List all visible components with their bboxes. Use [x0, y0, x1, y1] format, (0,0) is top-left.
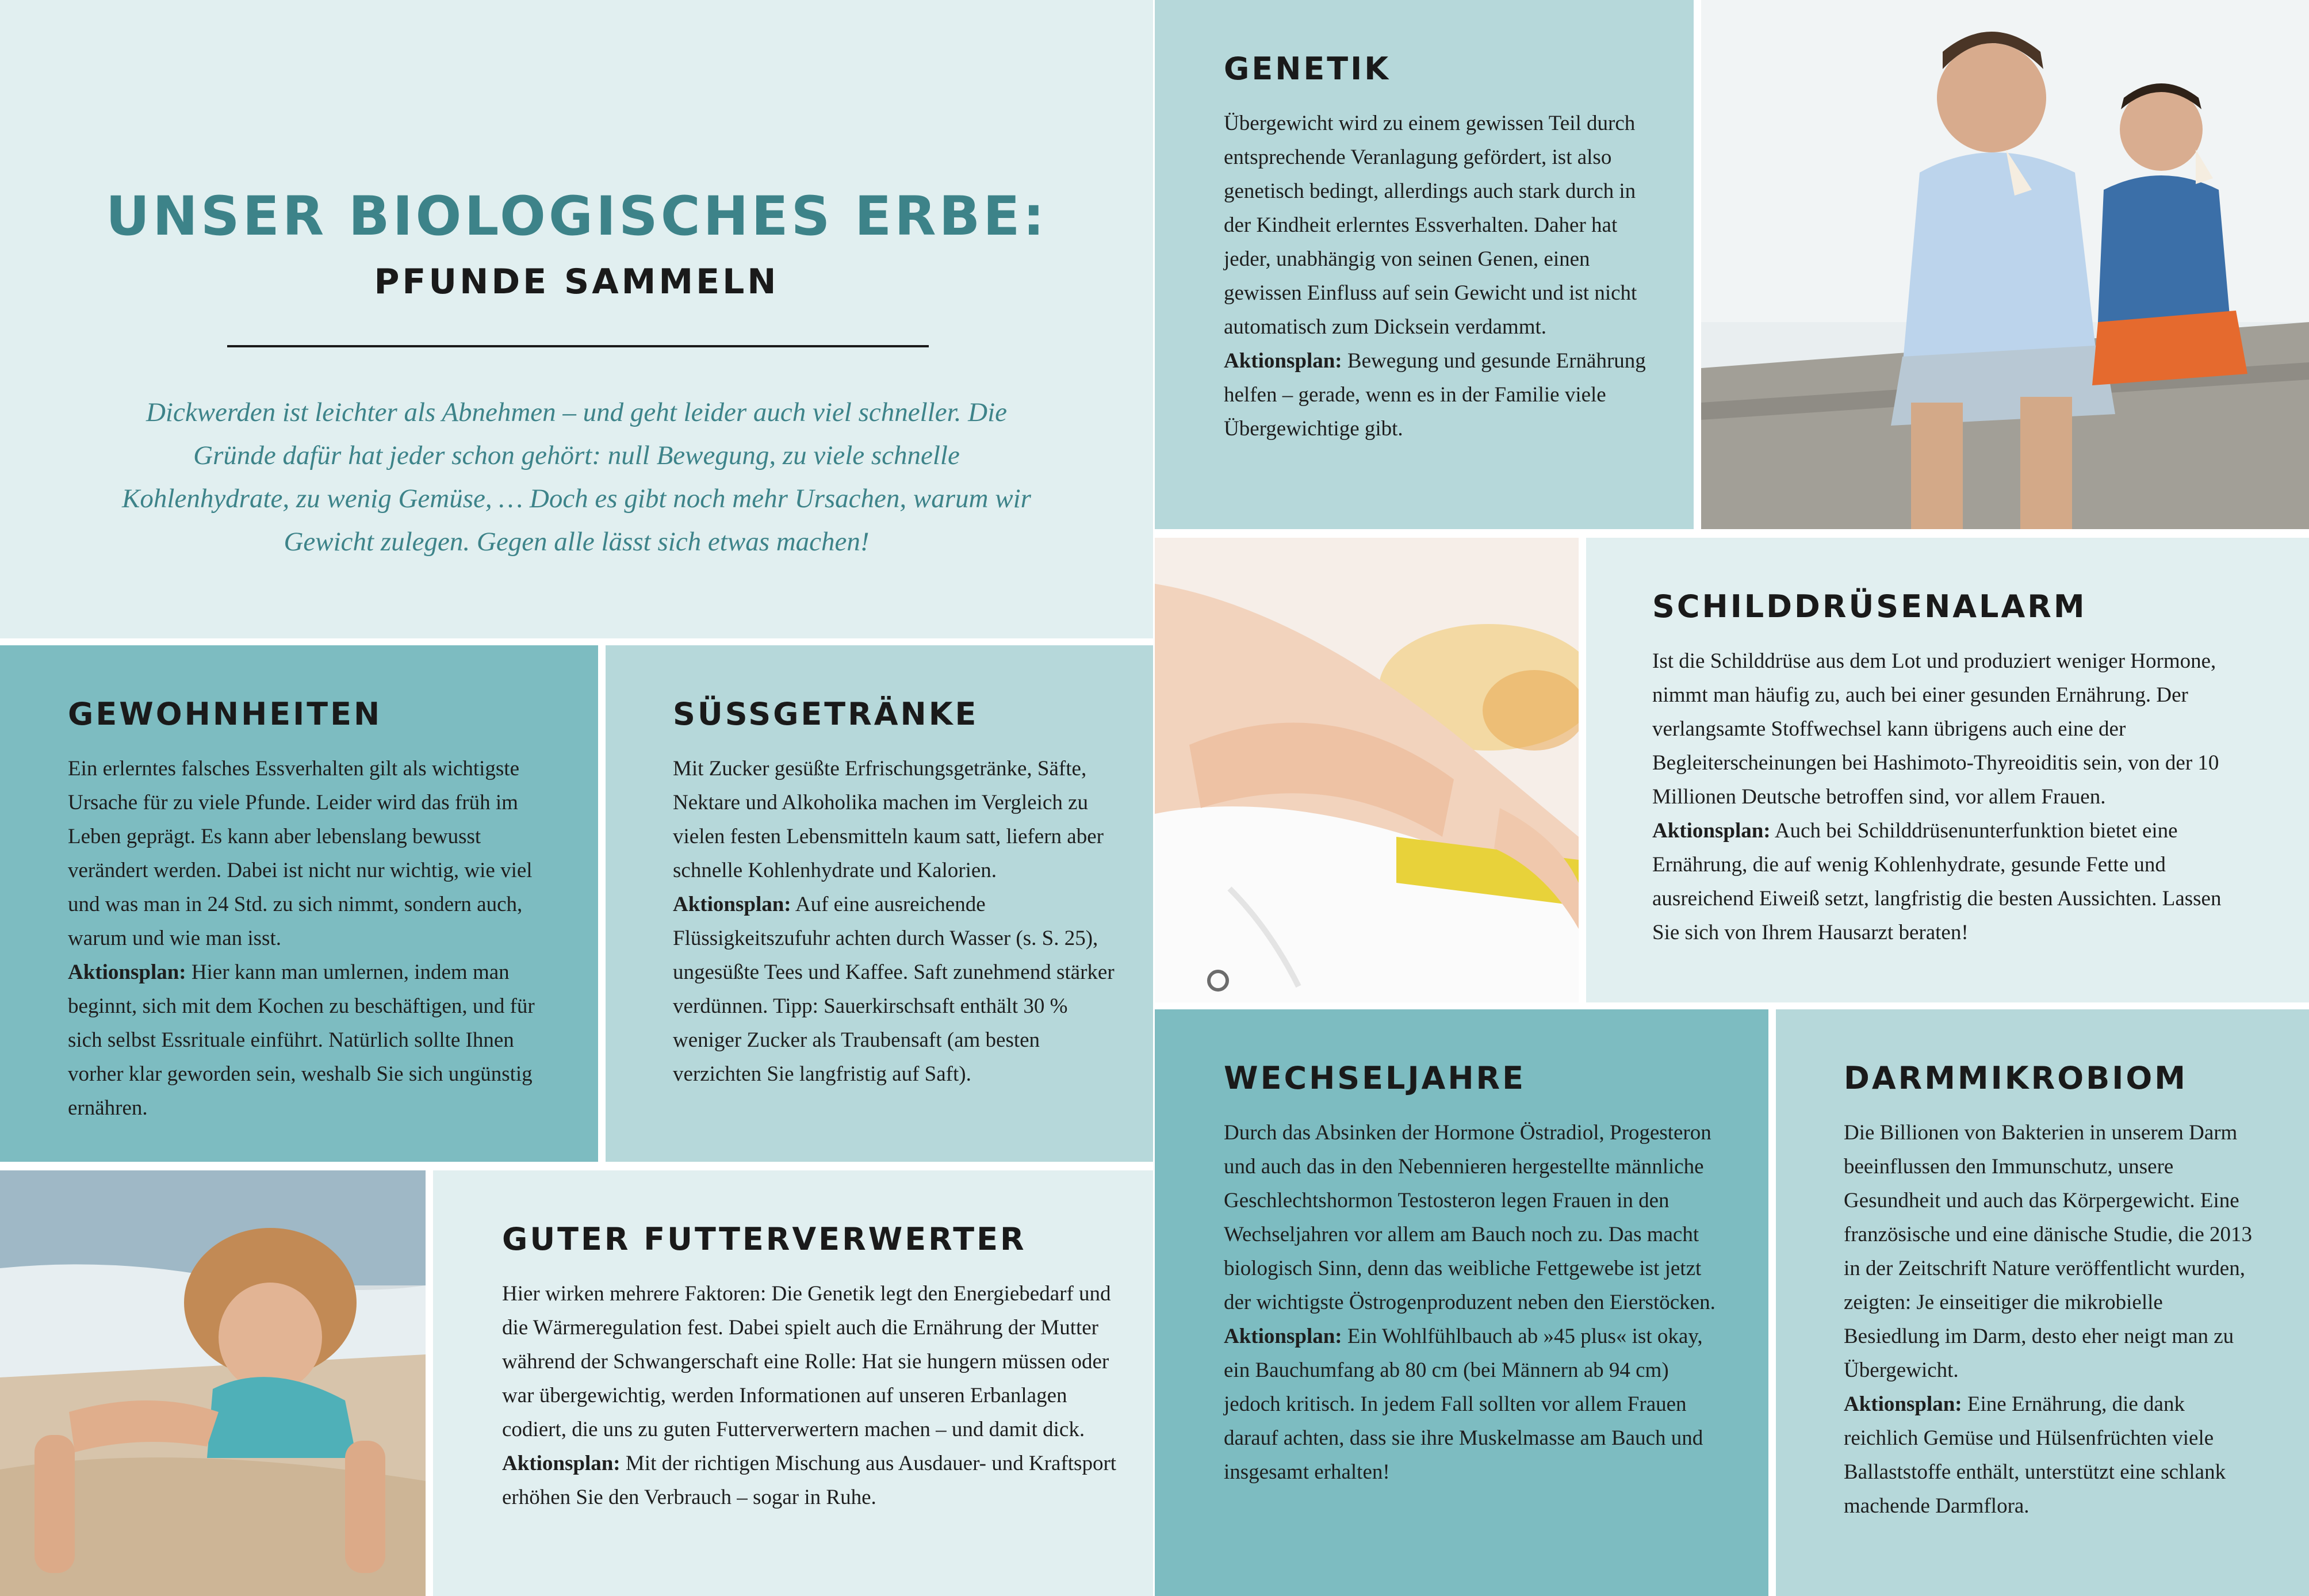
section-text: Hier wirken mehrere Faktoren: Die Genetik legt den Energiebedarf und die Wärmeregulation fest. Dabei spielt auch die Ernährung der Mutter während der Schwangerschaft eine Rolle: Hat sie hungern müssen oder war übergewichtig, werden Informationen auf unseren Erbanlagen codiert, die uns zu guten Futterverwertern machen – und damit dick. Aktionsplan: Mit der richtigen Mischung aus Ausdauer- und Kraftsport erhöhen Sie den Verbrauch – sogar in Ruhe.	[502, 1282, 1117, 1509]
action-plan-label: Aktionsplan:	[1652, 819, 1771, 843]
action-plan-label: Aktionsplan:	[1224, 1325, 1342, 1348]
section-futterverwerter	[433, 1170, 1153, 1596]
section-heading: SCHILDDRÜSENALARM	[1652, 588, 2087, 625]
action-plan-label: Aktionsplan:	[1224, 349, 1342, 373]
page-title: UNSER BIOLOGISCHES ERBE:	[105, 185, 1048, 248]
action-plan-label: Aktionsplan:	[68, 960, 186, 984]
header-panel	[0, 0, 1153, 638]
section-text: Die Billionen von Bakterien in unserem Darm beeinflussen den Immunschutz, unsere Gesundheit und auch das Körpergewicht. Eine französische und eine dänische Studie, die 2013 in der Zeitschrift Nature veröffentlicht wurden, zeigten: Je einseitiger die mikrobielle Besiedlung im Darm, desto eher neigt man zu Übergewicht. Aktionsplan: Eine Ernährung, die dank reichlich Gemüse und Hülsenfrüchten viele Ballaststoffe enthält, unterstützt eine schlank machende Darmflora.	[1844, 1121, 2252, 1518]
section-text: Ist die Schilddrüse aus dem Lot und produziert weniger Hormone, nimmt man häufig zu, auch bei einer gesunden Ernährung. Der verlangsamte Stoffwechsel kann übrigens auch eine der Begleiterscheinungen bei Hashimoto-Thyreoiditis sein, von der 10 Millionen Deutsche betroffen sind, vor allem Frauen. Aktionsplan: Auch bei Schilddrüsenunterfunktion bietet eine Ernährung, die auf wenig Kohlenhydrate, gesunde Fette und ausreichend Eiweiß setzt, langfristig die besten Aussichten. Lassen Sie sich von Ihrem Hausarzt beraten!	[1652, 649, 2222, 944]
photo-measuring-tape	[1155, 538, 1579, 1002]
section-heading: GEWOHNHEITEN	[68, 696, 382, 732]
action-plan-label: Aktionsplan:	[673, 893, 791, 916]
section-suessgetraenke	[606, 645, 1153, 1162]
action-plan-label: Aktionsplan:	[502, 1452, 621, 1475]
section-heading: WECHSELJAHRE	[1224, 1060, 1526, 1096]
section-genetik	[1155, 0, 1694, 529]
beach-pushup-image	[0, 1170, 426, 1596]
measuring-tape-image	[1155, 538, 1579, 1002]
title-divider	[227, 345, 929, 347]
section-gewohnheiten	[0, 645, 598, 1162]
section-heading: SÜSSGETRÄNKE	[673, 696, 979, 732]
section-heading: GENETIK	[1224, 51, 1391, 87]
section-text: Übergewicht wird zu einem gewissen Teil durch entsprechende Veranlagung gefördert, ist also genetisch bedingt, allerdings auch stark durch in der Kindheit erlerntes Essverhalten. Daher hat jeder, unabhängig von seinen Genen, einen gewissen Einfluss auf sein Gewicht und ist nicht automatisch zum Dicksein verdammt. Aktionsplan: Bewegung und gesunde Ernährung helfen – gerade, wenn es in der Familie viele Übergewichtige gibt.	[1224, 112, 1646, 441]
section-heading: GUTER FUTTERVERWERTER	[502, 1221, 1027, 1257]
section-wechseljahre	[1155, 1009, 1768, 1596]
section-text: Durch das Absinken der Hormone Östradiol, Progesteron und auch das in den Nebennieren hergestellte männliche Geschlechtshormon Testosteron legen Frauen in den Wechseljahren vor allem am Bauch noch zu. Das macht biologisch Sinn, denn das weibliche Fettgewebe ist jetzt der wichtigste Östrogenproduzent neben den Eierstöcken. Aktionsplan: Ein Wohlfühlbauch ab »45 plus« ist okay, ein Bauchumfang ab 80 cm (bei Männern ab 94 cm) jedoch kritisch. In jedem Fall sollten vor allem Frauen darauf achten, dass sie ihre Muskelmasse am Bauch und insgesamt erhalten!	[1224, 1121, 1716, 1484]
section-heading: DARMMIKROBIOM	[1844, 1060, 2188, 1096]
intro-text: Dickwerden ist leichter als Abnehmen – und geht leider auch viel schneller. Die Gründe dafür hat jeder schon gehört: null Bewegung, zu viele schnelle Kohlenhydrate, zu wenig Gemüse, … Doch es gibt noch mehr Ursachen, warum wir Gewicht zulegen. Gegen alle lässt sich etwas machen!	[122, 397, 1031, 557]
section-text: Mit Zucker gesüßte Erfrischungsgetränke, Säfte, Nektare und Alkoholika machen im Vergleich zu vielen festen Lebensmitteln kaum satt, liefern aber schnelle Kohlenhydrate und Kalorien. Aktionsplan: Auf eine ausreichende Flüssigkeitszufuhr achten durch Wasser (s. S. 25), ungesüßte Tees und Kaffee. Saft zunehmend stärker verdünnen. Tipp: Sauerkirschsaft enthält 30 % weniger Zucker als Traubensaft (am besten verzichten Sie langfristig auf Saft).	[673, 757, 1115, 1086]
section-schilddruese	[1586, 538, 2309, 1002]
action-plan-label: Aktionsplan:	[1844, 1392, 1962, 1416]
page-subtitle: PFUNDE SAMMELN	[374, 262, 779, 302]
photo-father-son	[1701, 0, 2309, 529]
photo-beach-pushup	[0, 1170, 426, 1596]
section-text: Ein erlerntes falsches Essverhalten gilt als wichtigste Ursache für zu viele Pfunde. Leider wird das früh im Leben geprägt. Es kann aber lebenslang bewusst verändert werden. Dabei ist nicht nur wichtig, wie viel und was man in 24 Std. zu sich nimmt, sondern auch, warum und wie man isst. Aktionsplan: Hier kann man umlernen, indem man beginnt, sich mit dem Kochen zu beschäftigen, und für sich selbst Essrituale einführt. Natürlich sollte Ihnen vorher klar geworden sein, weshalb Sie sich ungünstig ernähren.	[68, 757, 535, 1120]
section-darm	[1776, 1009, 2309, 1596]
father-son-image	[1701, 0, 2309, 529]
